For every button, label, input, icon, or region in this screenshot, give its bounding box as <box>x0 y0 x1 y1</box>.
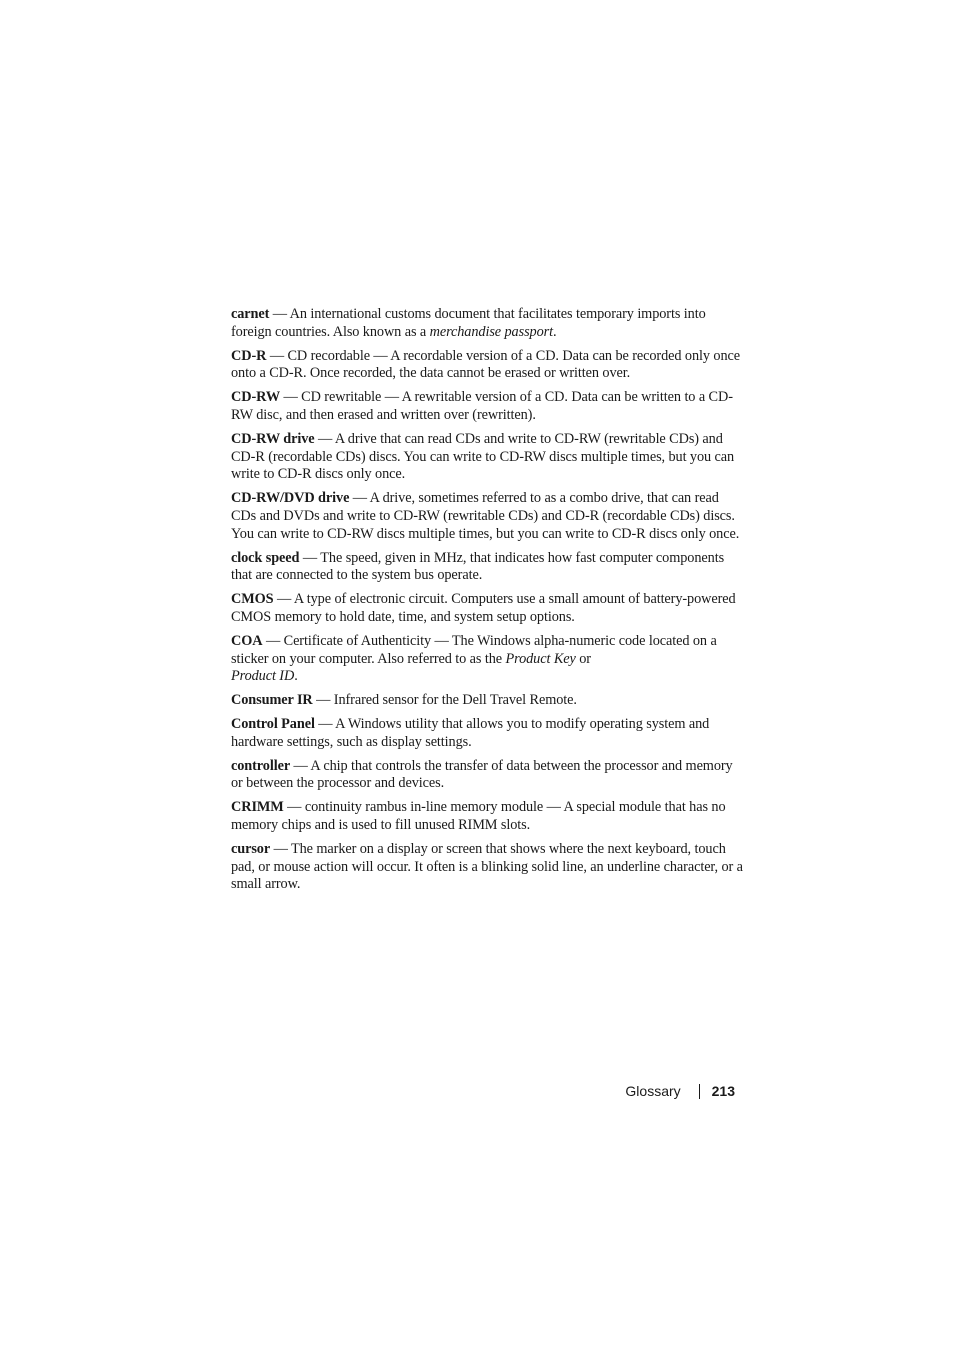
glossary-entry <box>231 348 746 384</box>
glossary-term: CD-R <box>231 347 267 364</box>
glossary-definition: — Certificate of Authenticity — The Windows alpha-numeric code located on a sticker on your computer. Also referred to as the <box>231 632 717 667</box>
glossary-entry <box>231 716 746 752</box>
glossary-list <box>231 306 746 900</box>
glossary-term: Consumer IR <box>231 692 313 709</box>
glossary-italic-term: Product Key <box>505 650 576 667</box>
glossary-term: clock speed <box>231 549 300 566</box>
glossary-definition: or <box>575 650 591 667</box>
glossary-definition: — A type of electronic circuit. Computers use a small amount of battery-powered CMOS memory to hold date, time, and system setup options. <box>231 591 736 625</box>
glossary-term: CMOS <box>231 591 274 608</box>
glossary-definition: — A Windows utility that allows you to modify operating system and hardware settings, such as display settings. <box>231 715 710 750</box>
glossary-italic-term: merchandise passport <box>429 323 553 340</box>
glossary-entry <box>231 758 746 794</box>
glossary-italic-term: Product ID <box>231 668 295 685</box>
glossary-definition: — Infrared sensor for the Dell Travel Remote. <box>312 692 577 709</box>
glossary-term: Control Panel <box>231 715 315 732</box>
glossary-term: COA <box>231 632 263 649</box>
glossary-entry <box>231 692 746 710</box>
glossary-definition: — continuity rambus in-line memory module — A special module that has no memory chips and is used to fill unused RIMM slots. <box>231 799 726 833</box>
glossary-term: CD-RW/DVD drive <box>231 490 350 507</box>
page-footer <box>625 1083 735 1099</box>
glossary-term: controller <box>231 757 291 774</box>
glossary-term: CD-RW <box>231 389 281 406</box>
glossary-definition: — A drive, sometimes referred to as a combo drive, that can read CDs and DVDs and write to CD-RW (rewritable CDs) and CD-R (recordable CDs) discs. You can write to CD-RW discs multiple times, but you can write to CD-R discs only once. <box>231 490 740 542</box>
glossary-entry <box>231 799 746 835</box>
footer-section-title: Glossary <box>625 1083 681 1099</box>
glossary-term: cursor <box>231 840 271 857</box>
glossary-entry <box>231 591 746 627</box>
glossary-definition: — The speed, given in MHz, that indicates how fast computer components that are connected to the system bus operate. <box>231 549 725 584</box>
glossary-definition: — An international customs document that facilitates temporary imports into foreign countries. Also known as a <box>231 306 706 340</box>
glossary-entry <box>231 550 746 586</box>
glossary-definition: — CD recordable — A recordable version of a CD. Data can be recorded only once onto a CD-R. Once recorded, the data cannot be erased or written over. <box>231 347 740 382</box>
glossary-definition: — The marker on a display or screen that shows where the next keyboard, touch pad, or mouse action will occur. It often is a blinking solid line, an underline character, or a small arrow. <box>231 840 743 893</box>
glossary-entry <box>231 431 746 484</box>
glossary-definition: — CD rewritable — A rewritable version of a CD. Data can be written to a CD-RW disc, and then erased and written over (rewritten). <box>231 389 733 423</box>
glossary-definition: — A drive that can read CDs and write to CD-RW (rewritable CDs) and CD-R (recordable CDs) discs. You can write to CD-RW discs multiple times, but you can write to CD-R discs only once. <box>231 430 735 483</box>
glossary-term: CRIMM <box>231 799 284 816</box>
footer-divider <box>699 1084 700 1099</box>
glossary-entry <box>231 306 746 342</box>
glossary-term: carnet <box>231 306 270 322</box>
glossary-entry <box>231 841 746 894</box>
glossary-definition: . <box>552 323 557 340</box>
glossary-entry <box>231 389 746 425</box>
glossary-entry <box>231 633 746 686</box>
glossary-definition: — A chip that controls the transfer of data between the processor and memory or between the processor and devices. <box>231 757 733 792</box>
glossary-term: CD-RW drive <box>231 430 315 447</box>
page-number: 213 <box>711 1083 735 1099</box>
glossary-entry <box>231 490 746 543</box>
glossary-definition: . <box>294 668 298 685</box>
